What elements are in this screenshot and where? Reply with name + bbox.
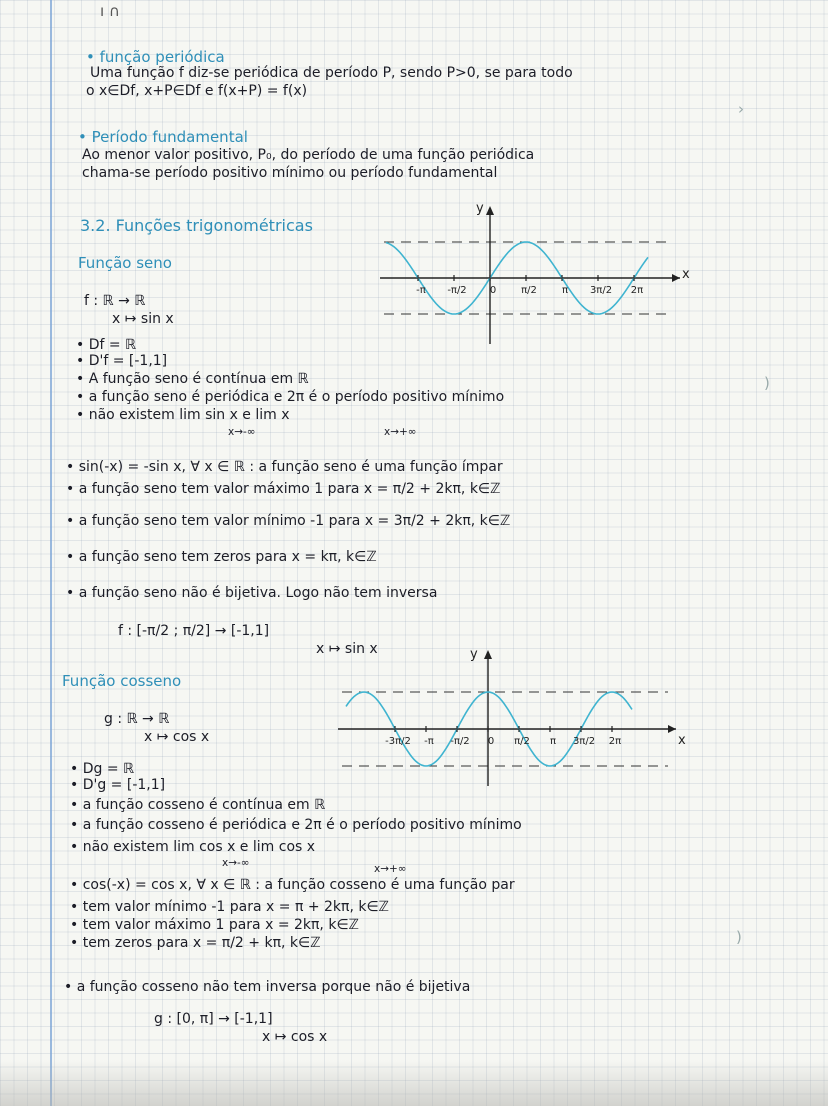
cosine-range: • D'g = [-1,1] [70,777,166,793]
cosine-tick-label: 3π/2 [572,736,596,747]
sine-y-arrow [486,206,494,215]
cosine-heading: Função cosseno [62,672,182,690]
page-bottom-shadow [0,1060,828,1106]
cosine-tick-label: π/2 [514,736,530,747]
sine-range: • D'f = [-1,1] [76,353,168,369]
periodic-title: • função periódica [86,48,225,66]
sine-y-label: y [476,201,484,216]
cosine-prop-zeros: • tem zeros para x = π/2 + kπ, k∈ℤ [70,935,321,951]
cosine-x-arrow [668,725,676,733]
sine-prop-min: • a função seno tem valor mínimo -1 para x = 3π/2 + 2kπ, k∈ℤ [66,513,511,529]
periodic-line-2: o x∈Df, x+P∈Df e f(x+P) = f(x) [86,83,308,99]
margin-mark-right-2: ) [764,374,770,392]
sine-domain: • Df = ℝ [76,337,137,353]
sine-prop-zeros: • a função seno tem zeros para x = kπ, k∈ℤ [66,549,377,565]
cosine-prop-min: • tem valor mínimo -1 para x = π + 2kπ, k∈ℤ [70,899,390,915]
cosine-prop-max: • tem valor máximo 1 para x = 2kπ, k∈ℤ [70,917,360,933]
sine-graph [380,198,690,348]
cosine-restriction-line-2: x ↦ cos x [262,1029,328,1045]
cosine-restriction-line-1: g : [0, π] → [-1,1] [154,1011,273,1027]
sine-prop-limits: • não existem lim sin x e lim x [76,407,290,423]
sine-tick-label: 0 [489,285,497,296]
cosine-tick-label: 2π [608,736,622,747]
cosine-tick-label: -π/2 [450,736,470,747]
sine-tick-label: 3π/2 [589,285,613,296]
sine-prop-odd: • sin(-x) = -sin x, ∀ x ∈ ℝ : a função seno é uma função ímpar [66,459,503,475]
sine-x-arrow [672,274,680,282]
cosine-prop-continuous: • a função cosseno é contínua em ℝ [70,797,326,813]
margin-line [50,0,52,1106]
cosine-x-label: x [678,733,686,748]
cosine-map-line-1: g : ℝ → ℝ [104,711,170,727]
sine-lim-sub-2: x→+∞ [384,426,417,438]
sine-prop-max: • a função seno tem valor máximo 1 para x = π/2 + 2kπ, k∈ℤ [66,481,501,497]
fundamental-title: • Período fundamental [78,128,248,146]
cosine-lim-sub-2: x→+∞ [374,863,407,875]
sine-restriction-line-2: x ↦ sin x [316,641,378,657]
fundamental-line-2: chama-se período positivo mínimo ou período fundamental [82,165,498,181]
sine-restriction-line-1: f : [-π/2 ; π/2] → [-1,1] [118,623,270,639]
cosine-domain: • Dg = ℝ [70,761,135,777]
cosine-y-arrow [484,650,492,659]
sine-x-label: x [682,267,690,282]
fundamental-line-1: Ao menor valor positivo, P₀, do período de uma função periódica [82,147,535,163]
sine-heading: Função seno [78,254,172,272]
periodic-line-1: Uma função f diz-se periódica de período P, sendo P>0, se para todo [90,65,573,81]
sine-map-line-2: x ↦ sin x [112,311,174,327]
sine-prop-periodic: • a função seno é periódica e 2π é o período positivo mínimo [76,389,505,405]
sine-tick-label: -π [416,285,426,296]
cosine-tick-label: -3π/2 [385,736,411,747]
sine-prop-bijective: • a função seno não é bijetiva. Logo não tem inversa [66,585,438,601]
sine-tick-label: π [561,285,569,296]
cosine-prop-even: • cos(-x) = cos x, ∀ x ∈ ℝ : a função cosseno é uma função par [70,877,515,893]
cosine-tick-label: -π [424,736,434,747]
cosine-prop-periodic: • a função cosseno é periódica e 2π é o período positivo mínimo [70,817,522,833]
sine-map-line-1: f : ℝ → ℝ [84,293,146,309]
margin-mark-right-3: ) [736,928,742,946]
sine-tick-label: π/2 [521,285,537,296]
cosine-prop-limits: • não existem lim cos x e lim cos x [70,839,316,855]
cosine-tick-label: π [549,736,557,747]
cosine-graph [338,640,690,788]
section-title: 3.2. Funções trigonométricas [80,216,313,235]
cosine-prop-inverse: • a função cosseno não tem inversa porque não é bijetiva [64,979,471,995]
top-scribble: ı ∩ [100,2,120,20]
sine-tick-label: 2π [630,285,644,296]
cosine-lim-sub-1: x→-∞ [222,857,250,869]
cosine-y-label: y [470,647,478,662]
cosine-map-line-2: x ↦ cos x [144,729,210,745]
sine-prop-continuous: • A função seno é contínua em ℝ [76,371,309,387]
sine-tick-label: -π/2 [447,285,467,296]
margin-mark-right-1: › [738,100,744,118]
sine-lim-sub-1: x→-∞ [228,426,256,438]
cosine-tick-label: 0 [487,736,495,747]
